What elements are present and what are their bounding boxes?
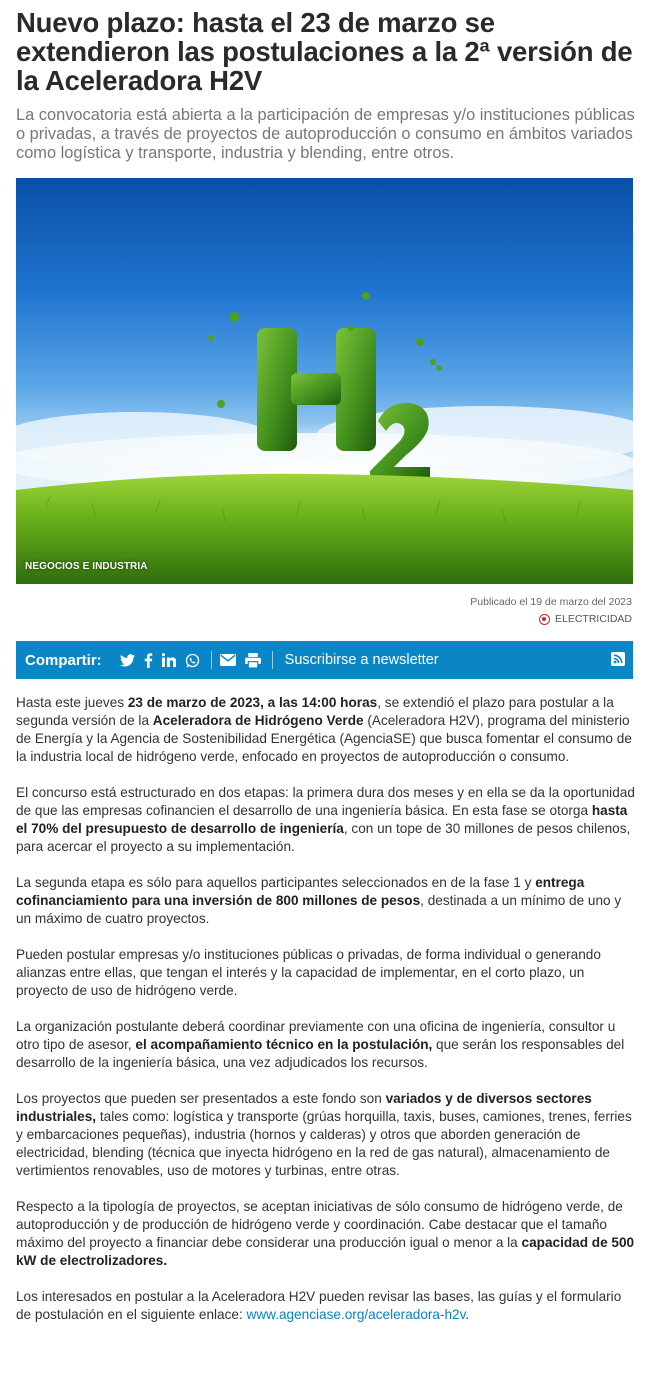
paragraph: Los proyectos que pueden ser presentados a este fondo son variados y de diversos sectores industriales, tales como: logística y transporte (grúas horquilla, taxis, buses, camiones, trenes, ferries y embarcaciones pequeñas), industria (hornos y calderas) y otros que aborden generación de electricidad, blending (técnica que inyecta hidrógeno en la red de gas natural), almacenamiento de vertimientos renovables, uso de motores y turbinas, entre otras. xyxy=(16,1091,632,1178)
paragraph: El concurso está estructurado en dos etapas: la primera dura dos meses y en ella se da la oportunidad de que las empresas cofinancien el desarrollo de una ingeniería básica. En esta fase se otorga hasta el 70% del presupuesto de desarrollo de ingeniería, con un tope de 30 millones de pesos chilenos, para acercar el proyecto a su implementación. xyxy=(16,785,635,854)
newsletter-link[interactable]: Suscribirse a newsletter xyxy=(284,652,439,668)
category-tag[interactable] xyxy=(539,613,632,625)
paragraph: La segunda etapa es sólo para aquellos participantes seleccionados en de la fase 1 y entrega cofinanciamiento para una inversión de 800 millones de pesos, destinada a un mínimo de uno y un máximo de cuatro proyectos. xyxy=(16,875,622,926)
hero-illustration xyxy=(16,178,633,584)
whatsapp-icon[interactable] xyxy=(185,650,200,670)
hero-image[interactable] xyxy=(16,178,633,584)
section-tag[interactable]: NEGOCIOS E INDUSTRIA xyxy=(25,561,148,572)
category-label: ELECTRICIDAD xyxy=(554,613,632,625)
email-icon[interactable] xyxy=(220,650,236,670)
share-label: Compartir: xyxy=(25,651,102,669)
print-icon[interactable] xyxy=(245,650,261,670)
paragraph: Respecto a la tipología de proyectos, se aceptan iniciativas de sólo consumo de hidrógeno verde, de autoproducción y de producción de hidrógeno verde y coordinación. Cabe destacar que el tamaño máximo del proyecto a financiar debe considerar una producción igual o menor a la capacidad de 500 kW de electrolizadores. xyxy=(16,1199,635,1268)
linkedin-icon[interactable] xyxy=(162,650,176,670)
aceleradora-link[interactable]: www.agenciase.org/aceleradora-h2v xyxy=(246,1307,466,1322)
share-divider xyxy=(272,651,273,669)
share-divider xyxy=(211,651,212,669)
paragraph: Los interesados en postular a la Aceleradora H2V pueden revisar las bases, las guías y el formulario de postulación en el siguiente enlace: www.agenciase.org/aceleradora-h2v. xyxy=(16,1289,622,1322)
article-title: Nuevo plazo: hasta el 23 de marzo se extendieron las postulaciones a la 2ª versión de la Aceleradora H2V xyxy=(16,7,633,96)
share-bar xyxy=(16,641,633,679)
article-lede: La convocatoria está abierta a la participación de empresas y/o instituciones públicas o privadas, a través de proyectos de autoproducción o consumo en ámbitos variados como logística y transporte, industria y blending, entre otros. xyxy=(16,106,635,162)
category-dot-icon xyxy=(539,614,550,625)
published-date: Publicado el 19 de marzo del 2023 xyxy=(470,596,632,608)
paragraph: La organización postulante deberá coordinar previamente con una oficina de ingeniería, consultor u otro tipo de asesor, el acompañamiento técnico en la postulación, que serán los responsables del desarrollo de la ingeniería básica, una vez adjudicados los recursos. xyxy=(16,1019,625,1070)
rss-icon[interactable] xyxy=(611,652,625,666)
paragraph: Pueden postular empresas y/o instituciones públicas o privadas, de forma individual o generando alianzas entre ellas, que tengan el interés y la capacidad de implementar, en el corto plazo, un proyecto de uso de hidrógeno verde. xyxy=(16,947,601,998)
article-body xyxy=(16,694,636,1342)
paragraph: Hasta este jueves 23 de marzo de 2023, a las 14:00 horas, se extendió el plazo para postular a la segunda versión de la Aceleradora de Hidrógeno Verde (Aceleradora H2V), programa del ministerio de Energía y la Agencia de Sostenibilidad Energética (AgenciaSE) que busca fomentar el consumo de la industria local de hidrógeno verde, enfocado en proyectos de autoproducción o consumo. xyxy=(16,695,632,764)
twitter-icon[interactable] xyxy=(120,650,135,670)
facebook-icon[interactable] xyxy=(144,650,153,670)
